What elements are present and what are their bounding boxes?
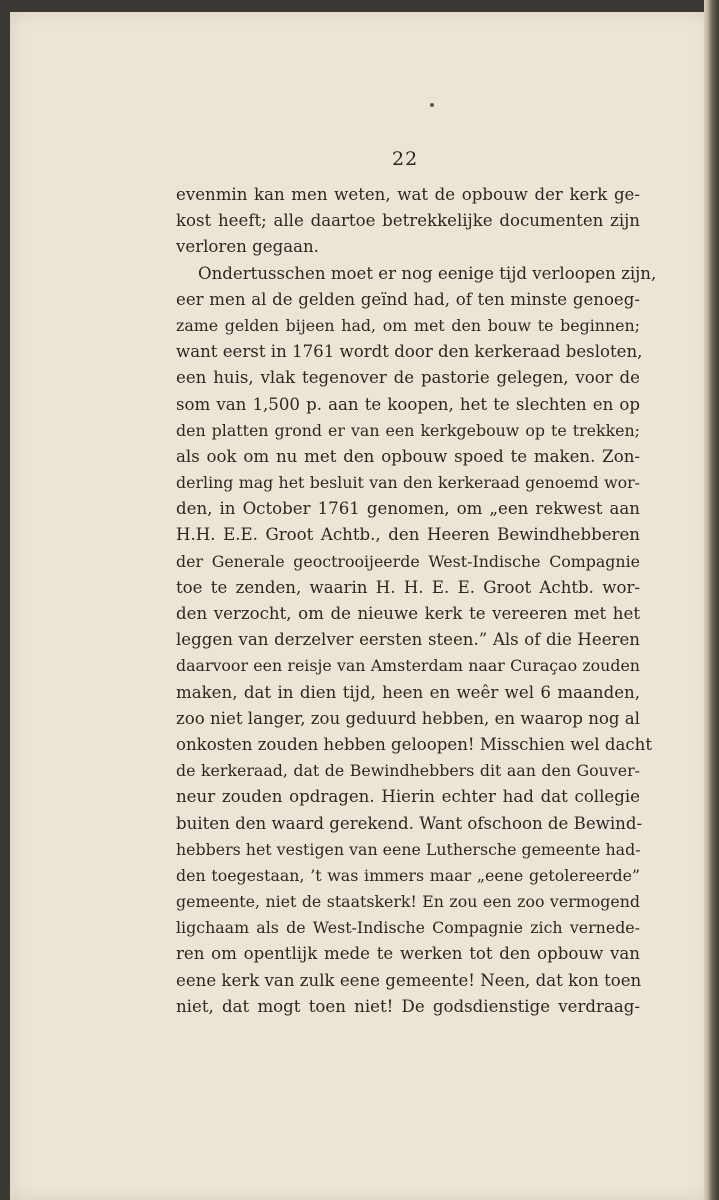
text-line: kost heeft; alle daartoe betrekkelijke documenten zijn (176, 211, 640, 231)
text-line: ren om opentlijk mede te werken tot den opbouw van (176, 944, 640, 964)
text-line: der Generale geoctrooijeerde West-Indische Compagnie (176, 551, 640, 571)
text-line: hebbers het vestigen van eene Luthersche gemeente had- (176, 839, 641, 859)
text-line: ligchaam als de West-Indische Compagnie zich vernede- (176, 918, 640, 938)
text-line: derling mag het besluit van den kerkeraad genoemd wor- (176, 473, 640, 493)
text-line: neur zouden opdragen. Hierin echter had dat collegie (176, 787, 640, 807)
text-line: zame gelden bijeen had, om met den bouw te beginnen; (176, 315, 640, 335)
text-line: buiten den waard gerekend. Want ofschoon de Bewind- (176, 813, 643, 833)
text-line: de kerkeraad, dat de Bewindhebbers dit aan den Gouver- (176, 761, 640, 781)
text-line: gemeente, niet de staatskerk! En zou een zoo vermogend (176, 892, 640, 912)
text-line: daarvoor een reisje van Amsterdam naar Curaçao zouden (176, 656, 640, 676)
paper-speck (430, 103, 434, 107)
text-line: zoo niet langer, zou geduurd hebben, en waarop nog al (176, 708, 640, 728)
text-line: als ook om nu met den opbouw spoed te maken. Zon- (176, 446, 640, 466)
body-text (176, 182, 657, 1020)
text-line: den, in October 1761 genomen, om „een rekwest aan (176, 499, 640, 519)
text-line: maken, dat in dien tijd, heen en weêr wel 6 maanden, (176, 682, 640, 702)
text-line: Ondertusschen moet er nog eenige tijd verloopen zijn, (198, 263, 657, 283)
text-line: want eerst in 1761 wordt door den kerkeraad besloten, (176, 342, 643, 362)
text-line: evenmin kan men weten, wat de opbouw der kerk ge- (176, 185, 640, 204)
text-line: onkosten zouden hebben geloopen! Misschien wel dacht (176, 734, 653, 754)
page-edge-shadow (704, 0, 719, 1200)
text-line: som van 1,500 p. aan te koopen, het te slechten en op (176, 394, 640, 414)
text-line: den verzocht, om de nieuwe kerk te vereeren met het (176, 604, 640, 623)
page-number: 22 (392, 148, 419, 170)
text-line: toe te zenden, waarin H. H. E. E. Groot Achtb. wor- (176, 577, 640, 597)
text-line: niet, dat mogt toen niet! De godsdienstige verdraag- (176, 996, 640, 1016)
text-line: den toegestaan, ’t was immers maar „eene getolereerde” (176, 865, 640, 885)
text-line: verloren gegaan. (176, 237, 319, 257)
text-line: H.H. E.E. Groot Achtb., den Heeren Bewindhebberen (176, 525, 640, 545)
text-line: eer men al de gelden geïnd had, of ten minste genoeg- (176, 289, 640, 309)
text-line: eene kerk van zulk eene gemeente! Neen, dat kon toen (176, 970, 642, 990)
text-line: een huis, vlak tegenover de pastorie gelegen, voor de (176, 368, 640, 388)
text-line: leggen van derzelver eersten steen.” Als of die Heeren (176, 630, 640, 650)
text-line: den platten grond er van een kerkgebouw op te trekken; (176, 420, 640, 440)
